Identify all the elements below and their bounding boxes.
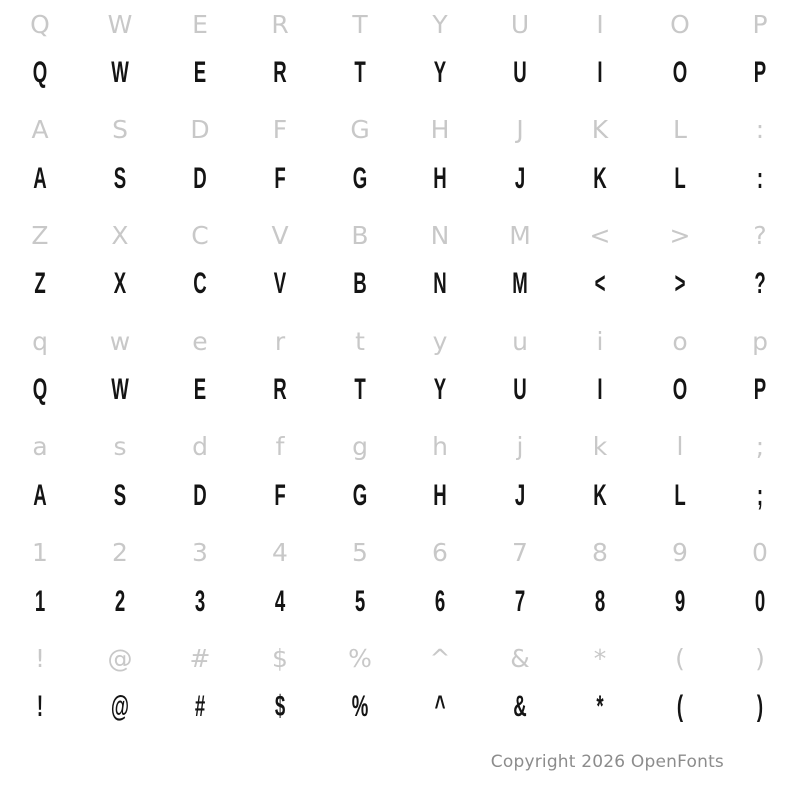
- reference-row: [0, 106, 800, 154]
- sample-row: [0, 259, 800, 309]
- reference-glyph: P: [752, 9, 768, 39]
- reference-glyph: S: [112, 115, 128, 145]
- sample-glyph: U: [513, 373, 527, 407]
- reference-glyph: k: [592, 432, 608, 462]
- reference-glyph: 8: [592, 538, 608, 568]
- sample-glyph: 8: [594, 584, 606, 618]
- reference-glyph: o: [672, 326, 688, 356]
- sample-row: [0, 48, 800, 98]
- reference-glyph: $: [272, 643, 288, 673]
- row-pair: [0, 529, 800, 635]
- sample-glyph: T: [354, 373, 366, 407]
- sample-glyph: >: [674, 267, 686, 301]
- sample-glyph: B: [353, 267, 367, 301]
- reference-glyph: p: [752, 326, 768, 356]
- row-pair: [0, 211, 800, 317]
- sample-glyph: E: [193, 56, 207, 89]
- reference-row: [0, 634, 800, 682]
- sample-glyph: O: [672, 56, 688, 89]
- sample-glyph: P: [753, 56, 767, 89]
- reference-glyph: 5: [352, 538, 368, 568]
- reference-glyph: a: [32, 432, 48, 462]
- sample-glyph: &: [513, 690, 527, 724]
- sample-glyph: Z: [34, 267, 46, 301]
- sample-glyph: K: [593, 161, 607, 195]
- reference-glyph: A: [31, 115, 49, 145]
- sample-row: [0, 154, 800, 204]
- sample-glyph: T: [354, 56, 366, 89]
- reference-glyph: Q: [30, 9, 50, 39]
- reference-glyph: I: [596, 9, 604, 39]
- reference-row: [0, 529, 800, 577]
- reference-glyph: V: [271, 220, 289, 250]
- reference-glyph: 2: [112, 538, 128, 568]
- reference-glyph: *: [593, 643, 607, 673]
- sample-glyph: J: [514, 478, 526, 512]
- sample-glyph: G: [352, 478, 368, 512]
- reference-glyph: Z: [31, 220, 49, 250]
- sample-glyph: W: [111, 56, 129, 89]
- reference-glyph: 3: [192, 538, 208, 568]
- reference-glyph: ?: [753, 220, 767, 250]
- reference-glyph: 0: [752, 538, 768, 568]
- reference-glyph: @: [107, 643, 133, 673]
- reference-glyph: #: [189, 643, 211, 673]
- sample-glyph: 0: [754, 584, 766, 618]
- sample-glyph: <: [594, 267, 606, 301]
- reference-row: [0, 0, 800, 48]
- sample-glyph: Q: [32, 373, 48, 407]
- reference-glyph: 9: [672, 538, 688, 568]
- reference-glyph: Y: [432, 9, 448, 39]
- sample-glyph: 9: [674, 584, 686, 618]
- sample-glyph: $: [274, 690, 286, 724]
- sample-glyph: R: [273, 56, 287, 89]
- sample-glyph: E: [193, 373, 207, 407]
- sample-glyph: ^: [434, 690, 446, 724]
- reference-glyph: R: [271, 9, 289, 39]
- sample-glyph: F: [274, 161, 286, 195]
- reference-glyph: i: [596, 326, 604, 356]
- sample-glyph: ;: [756, 478, 764, 512]
- reference-glyph: ^: [429, 643, 451, 673]
- reference-glyph: &: [510, 643, 530, 673]
- sample-glyph: *: [596, 690, 604, 724]
- reference-glyph: q: [32, 326, 48, 356]
- reference-glyph: W: [107, 9, 133, 39]
- sample-row: [0, 577, 800, 627]
- reference-glyph: <: [589, 220, 611, 250]
- reference-glyph: D: [190, 115, 210, 145]
- sample-glyph: %: [351, 690, 369, 724]
- sample-glyph: #: [194, 690, 206, 724]
- reference-row: [0, 211, 800, 259]
- row-pair: [0, 0, 800, 106]
- reference-glyph: K: [591, 115, 609, 145]
- reference-glyph: s: [113, 432, 127, 462]
- sample-row: [0, 682, 800, 732]
- sample-glyph: P: [753, 373, 767, 407]
- sample-glyph: S: [113, 478, 127, 512]
- sample-glyph: Y: [433, 56, 447, 89]
- reference-glyph: w: [109, 326, 131, 356]
- row-pair: [0, 423, 800, 529]
- reference-glyph: T: [352, 9, 368, 39]
- sample-glyph: U: [513, 56, 527, 89]
- reference-glyph: 1: [32, 538, 48, 568]
- sample-glyph: C: [193, 267, 207, 301]
- sample-glyph: 1: [34, 584, 46, 618]
- reference-glyph: r: [274, 326, 286, 356]
- copyright-notice: Copyright 2026 OpenFonts: [490, 752, 724, 772]
- reference-glyph: B: [351, 220, 369, 250]
- sample-glyph: (: [676, 690, 684, 724]
- sample-glyph: Q: [32, 56, 48, 89]
- sample-glyph: @: [110, 690, 130, 724]
- reference-glyph: 4: [272, 538, 288, 568]
- reference-glyph: ): [755, 643, 765, 673]
- sample-glyph: D: [193, 161, 207, 195]
- sample-row: [0, 471, 800, 521]
- reference-glyph: G: [350, 115, 370, 145]
- sample-glyph: :: [756, 161, 764, 195]
- sample-glyph: ): [756, 690, 764, 724]
- sample-glyph: S: [113, 161, 127, 195]
- reference-glyph: X: [111, 220, 129, 250]
- reference-glyph: 6: [432, 538, 448, 568]
- sample-glyph: D: [193, 478, 207, 512]
- reference-glyph: g: [352, 432, 368, 462]
- reference-glyph: f: [275, 432, 285, 462]
- sample-glyph: 7: [514, 584, 526, 618]
- sample-glyph: V: [273, 267, 287, 301]
- reference-glyph: %: [348, 643, 372, 673]
- reference-glyph: t: [355, 326, 365, 356]
- reference-glyph: u: [512, 326, 528, 356]
- sample-glyph: 4: [274, 584, 286, 618]
- reference-glyph: ;: [755, 432, 765, 462]
- reference-glyph: :: [755, 115, 765, 145]
- reference-glyph: H: [430, 115, 450, 145]
- reference-glyph: !: [34, 643, 46, 673]
- sample-glyph: X: [113, 267, 127, 301]
- sample-glyph: !: [36, 690, 44, 724]
- row-pair: [0, 634, 800, 740]
- reference-glyph: 7: [512, 538, 528, 568]
- row-pair: [0, 317, 800, 423]
- reference-glyph: >: [669, 220, 691, 250]
- row-pair: [0, 106, 800, 212]
- reference-glyph: N: [430, 220, 450, 250]
- sample-glyph: Y: [433, 373, 447, 407]
- reference-glyph: C: [191, 220, 209, 250]
- sample-glyph: 2: [114, 584, 126, 618]
- reference-glyph: h: [432, 432, 448, 462]
- reference-glyph: j: [516, 432, 524, 462]
- reference-glyph: (: [675, 643, 685, 673]
- sample-glyph: I: [597, 56, 603, 89]
- sample-glyph: ?: [754, 267, 766, 301]
- sample-glyph: F: [274, 478, 286, 512]
- sample-glyph: 3: [194, 584, 206, 618]
- reference-glyph: J: [516, 115, 524, 145]
- sample-glyph: W: [111, 373, 129, 407]
- reference-row: [0, 423, 800, 471]
- sample-glyph: H: [433, 478, 447, 512]
- reference-glyph: e: [192, 326, 208, 356]
- sample-glyph: 5: [354, 584, 366, 618]
- sample-glyph: G: [352, 161, 368, 195]
- reference-glyph: F: [272, 115, 288, 145]
- sample-glyph: M: [512, 267, 528, 301]
- sample-glyph: H: [433, 161, 447, 195]
- reference-glyph: d: [192, 432, 208, 462]
- sample-row: [0, 365, 800, 415]
- reference-glyph: M: [509, 220, 531, 250]
- sample-glyph: N: [433, 267, 447, 301]
- reference-glyph: y: [432, 326, 448, 356]
- sample-glyph: A: [33, 478, 47, 512]
- reference-glyph: E: [192, 9, 208, 39]
- sample-glyph: O: [672, 373, 688, 407]
- sample-glyph: K: [593, 478, 607, 512]
- reference-glyph: L: [673, 115, 687, 145]
- reference-glyph: O: [670, 9, 690, 39]
- reference-glyph: l: [676, 432, 684, 462]
- sample-glyph: L: [674, 161, 686, 195]
- sample-glyph: J: [514, 161, 526, 195]
- sample-glyph: 6: [434, 584, 446, 618]
- sample-glyph: R: [273, 373, 287, 407]
- sample-glyph: A: [33, 161, 47, 195]
- sample-glyph: I: [597, 373, 603, 407]
- reference-glyph: U: [510, 9, 530, 39]
- sample-glyph: L: [674, 478, 686, 512]
- reference-row: [0, 317, 800, 365]
